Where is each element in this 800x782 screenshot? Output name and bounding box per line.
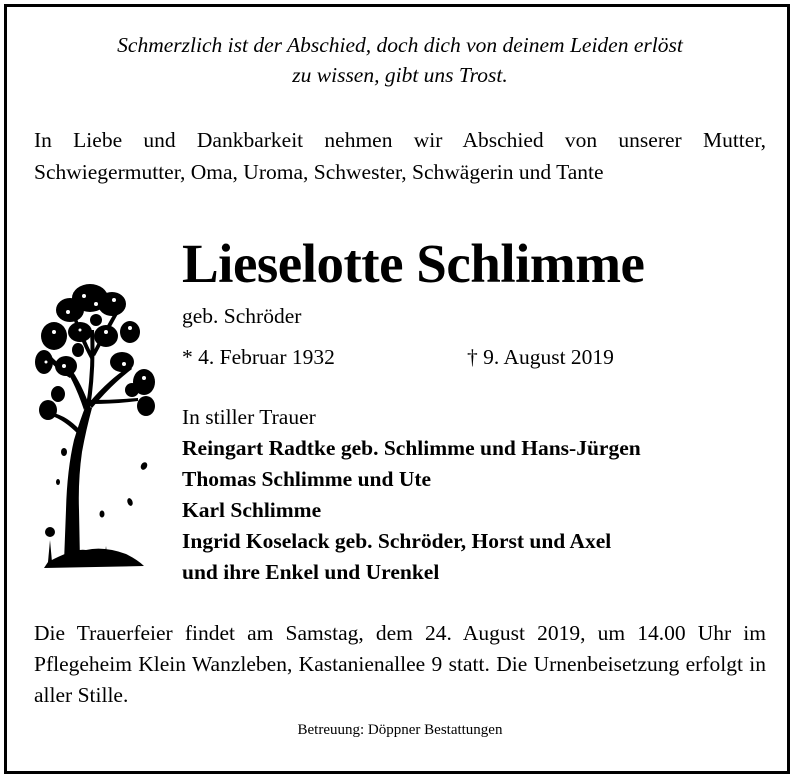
mourner-line: und ihre Enkel und Urenkel [182, 560, 440, 584]
birth-name: geb. Schröder [182, 304, 302, 328]
intro-text: In Liebe und Dankbarkeit nehmen wir Abschied von unserer Mutter, Schwiegermutter, Oma, Uroma, Schwester, Schwägerin und Tante [34, 128, 766, 184]
birth-date: * 4. Februar 1932 [182, 345, 335, 369]
motto [0, 30, 800, 90]
mourner-line: Reingart Radtke geb. Schlimme und Hans-Jürgen [182, 436, 641, 460]
mourning-heading: In stiller Trauer [182, 405, 316, 429]
mourners-list [182, 433, 782, 588]
mourner-line: Thomas Schlimme und Ute [182, 467, 432, 491]
tree-icon [34, 270, 164, 570]
funeral-home-credit: Betreuung: Döppner Bestattungen [297, 722, 503, 738]
motto-line-1: Schmerzlich ist der Abschied, doch dich von deinem Leiden erlöst [117, 33, 683, 57]
mourner-line: Ingrid Koselack geb. Schröder, Horst und Axel [182, 529, 612, 553]
mourning-block [182, 402, 782, 588]
mourner-line: Karl Schlimme [182, 498, 322, 522]
motto-line-2: zu wissen, gibt uns Trost. [292, 63, 508, 87]
death-date: † 9. August 2019 [467, 345, 614, 369]
ground-shape [44, 549, 144, 568]
ceremony-text: Die Trauerfeier findet am Samstag, dem 24. August 2019, um 14.00 Uhr im Pflegeheim Klein Wanzleben, Kastanienallee 9 statt. Die Urnenbeisetzung erfolgt in aller Stille. [34, 621, 766, 707]
deceased-name: Lieselotte Schlimme [182, 233, 645, 294]
